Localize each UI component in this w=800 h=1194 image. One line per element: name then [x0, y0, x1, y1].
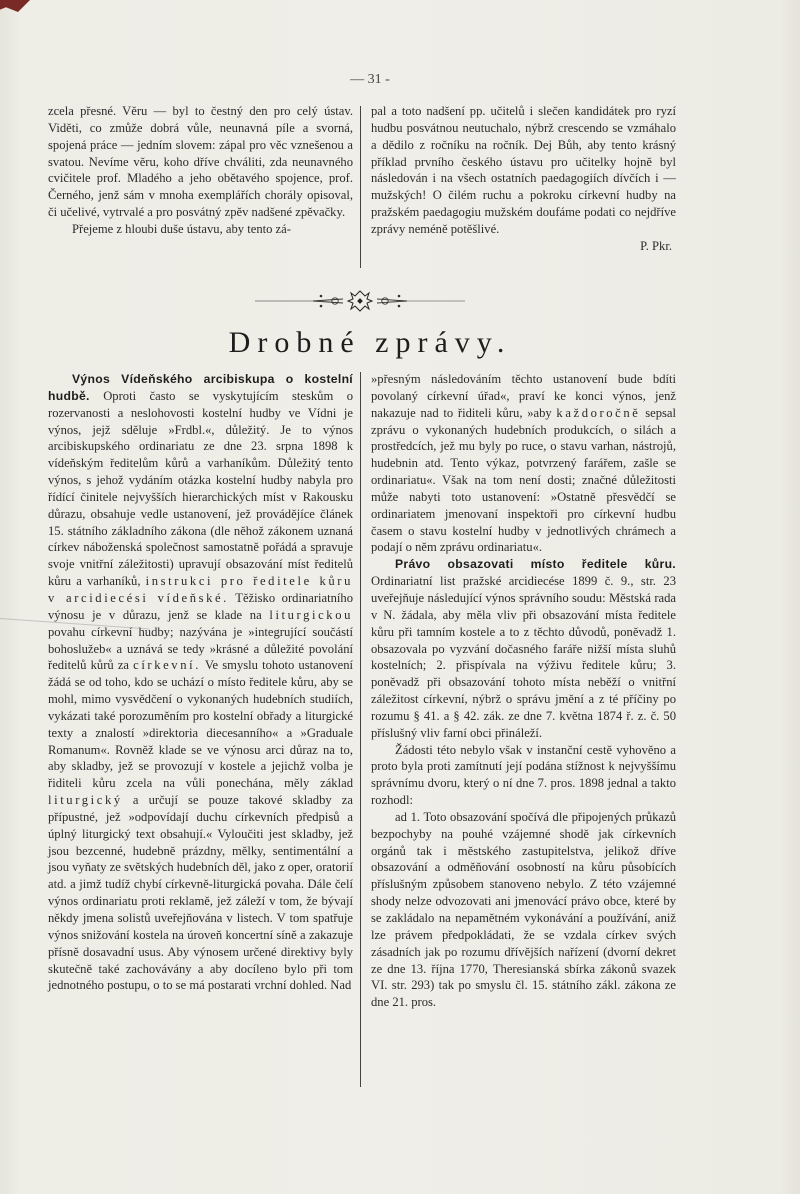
- article-heading: Právo obsazovati místo ředitele kůru.: [395, 557, 676, 572]
- article-heading: Výnos Vídeňského arcibiskupa o kostelní hudbě.: [48, 372, 353, 403]
- text-run: a určují se pouze takové skladby za přípustné, jež »odpovídají duchu církevních předpisů a úplný liturgický text obsahují.« Vyloučiti jest skladby, jež jsou bezcenné, hudebně prázdny, mělky, sentimentální a jsou vyňaty ze světských hudebních děl, jako z oper, oratorií atd. a jimž tudíž chybí církevně-liturgická povaha. Dále čelí výnos ordinariatu proti reklamě, jež záleží v tom, že bývají někdy jmena solistů uveřejňována v listech. V tom spatřuje výnos snižování kostela na úroveň koncertní síně a zakazuje přísně dosavadní usus. Aby výnosem určené direktivy byly skutečně také zachovávány a aby docíleno bylo při tom jednotného postupu, o to se má postarati vrchní dohled. Nad: [48, 793, 353, 993]
- page-number: — 31 -: [350, 72, 390, 87]
- main-right-column: [371, 371, 676, 1011]
- article-vynos-paragraph: [48, 371, 353, 994]
- main-left-column: [48, 371, 353, 994]
- text-run: Oproti často se vyskytujícím steskům o rozervanosti a neslohovosti kostelní hudby ve Vídni je výnos, jejž sděluje »Frdbl.«, důležitý. Je to výnos arcibiskupského ordinariatu ze dne 23. srpna 1898 k vídeňským ředitelům kůrů a varhaníkům. Důležitý tento výnos, s jehož vydáním otázka kostelní hudby nabyla pro řídící činitele nejvyšších hierarchických míst v Rakousku důrazu, obsahuje vedle ustanovení, jež provádějíce článek 15. státního základního zákona (dle něhož zákonem uznaná církev náboženská společnost samostatně pořádá a spravuje svoje vnitřní záležitosti) upravují obsazování míst ředitelů kůru a varhaníků,: [48, 388, 353, 589]
- page-corner-stain: [0, 0, 30, 12]
- paragraph: Přejeme z hloubi duše ústavu, aby tento zá-: [72, 221, 291, 236]
- emphasized-text: instrukci pro ředitele kůru v arcidiecési vídeňské.: [48, 574, 353, 605]
- emphasized-text: liturgický: [48, 793, 123, 808]
- text-run: Ordinariatní list pražské arcidiecése 1899 č. 9., str. 23 uveřejňuje následující výnos správního soudu: Městská rada v N. žádala, aby měla vliv při obsazování místa ředitele kůru při tamním kostele a to z těchto důvodů, poněvadž 1. obsazovala po vyzvání dočasného faráře nižší místa sluhů kostelních; 2. přispívala na výživu ředitele kůru; 3. poněvadž při obsazování tohoto místa neběží o vnitřní záležitost církevní, nýbrž o správu jmění a z té příčiny po rozumu § 41. a § 42. zák. ze dne 7. května 1874 ř. z. č. 50 příslušný vliv farní obci přináleží.: [371, 574, 676, 740]
- paragraph: zcela přesné. Věru — byl to čestný den pro celý ústav. Viděti, co zmůže dobrá vůle, neunavná píle a svorná, spojená práce — jedním slovem: zápal pro věc vznešenou a svatou. Nevíme věru, koho dříve chváliti, zda neunavného cvičitele prof. Mladého a jeho obětavého spojence, prof. Černého, jenž sám v mnoha exemplářích chorály opisoval, či učelivé, vytrvalé a pro posvátný zpěv nadšené zpěvačky.: [48, 104, 353, 220]
- top-right-column: [371, 103, 676, 255]
- paragraph: ad 1. Toto obsazování spočívá dle připojených průkazů bezpochyby na pouhé vzájemné shodě jak církevních orgánů tak i městského zastupitelstva, jelikož dříve obsazování a odměňování osobností na kůru působících příslušným způsobem stanoveno nebylo. Z této vzájemné shody nelze odvozovati ani jmenovácí právo obce, které by se zakládalo na nepamětném vykonávání a používání, aniž lze právem předpokládati, že se vzdala církev svých zásadních jak po rozumu dřívějších nařízení (dvorní dekret ze dne 13. října 1770, Theresianská sbírka zákonů svazek VI. str. 293) tak po smyslu čl. 15. státního zákl. zákona ze dne 21. pros.: [371, 809, 676, 1010]
- signature: P. Pkr.: [640, 238, 672, 253]
- article-pravo-paragraph: [371, 556, 676, 741]
- emphasized-text: církevní.: [133, 658, 201, 673]
- emphasized-text: liturgickou: [269, 607, 353, 622]
- text-run: sepsal zprávu o vykonaných hudebních produkcích, o silách a prostředcích, jež mu byly po ruce, o stavu varhan, nástrojů, hudebnin atd. Tento výkaz, potvrzený farářem, zašle se ordinariatu«. Však na tom není dosti; značné důležitosti může nabyti toto ustanovení: »Ostatně přesvědčí se ordinariatem jmenovaní inspektoři pro církevní hudbu časem o stavu kostelní hudby v jednotlivých chrámech a podají o něm zprávu ordinariatu«.: [371, 405, 676, 555]
- article-vynos-continuation: [371, 371, 676, 556]
- text-run: povahu církevní hudby; nazývána je »integrující součástí bohoslužeb« a uznává se tedy »krásné a důležité povolání ředitelů kůrů za: [48, 624, 353, 673]
- section-title: Drobné zprávy.: [228, 326, 512, 359]
- text-run: »přesným následováním těchto ustanovení bude bdíti povolaný církevní úřad«, praví ke konci výnos, jenž nakazuje nad to řiditeli kůru, »aby: [371, 372, 676, 420]
- fleuron-ornament-icon: [255, 290, 465, 312]
- top-left-column: [48, 103, 353, 238]
- text-run: Ve smyslu tohoto ustanovení žádá se od toho, kdo se uchází o místo ředitele kůru, aby se mohl, mimo vysvědčení o vykonaných hudebních studiích, vykázati také porozuměním pro kostelní obřady a liturgické texty a znalostí »direktoria diecesanního« a »Graduale Romanum«. Rovněž klade se ve výnosu arci důraz na to, aby skladby, jež se provozují v kostele a jejichž volba je řiditeli kůru zcela na vůli ponechána, měly základ: [48, 658, 353, 791]
- emphasized-text: každoročně: [556, 405, 641, 420]
- paragraph: pal a toto nadšení pp. učitelů i slečen kandidátek pro ryzí hudbu posvátnou neutuchalo, nýbrž crescendo se vzmáhalo a dědilo z ročníku na ročník. Dej Bůh, aby tento krásný příklad prvního českého ústavu pro učitelky hojně byl následován i na všech ostatních paedagogiích dívčích i — mužských! O čilém ruchu a pokroku církevní hudby na pražském paedagogiu mužském doufáme podati co nejdříve zprávy neméně potěšlivé.: [371, 104, 676, 236]
- paragraph: Žádosti této nebylo však v instanční cestě vyhověno a proto byla proti zamítnutí její podána stížnost k nejvyššímu správnímu dvoru, který o ní dne 7. pros. 1898 jednal a takto rozhodl:: [371, 742, 676, 808]
- text-run: Těžisko ordinariatního výnosu je v důrazu, jenž se klade na: [48, 590, 353, 622]
- column-divider: [360, 106, 361, 268]
- column-divider: [360, 372, 361, 1087]
